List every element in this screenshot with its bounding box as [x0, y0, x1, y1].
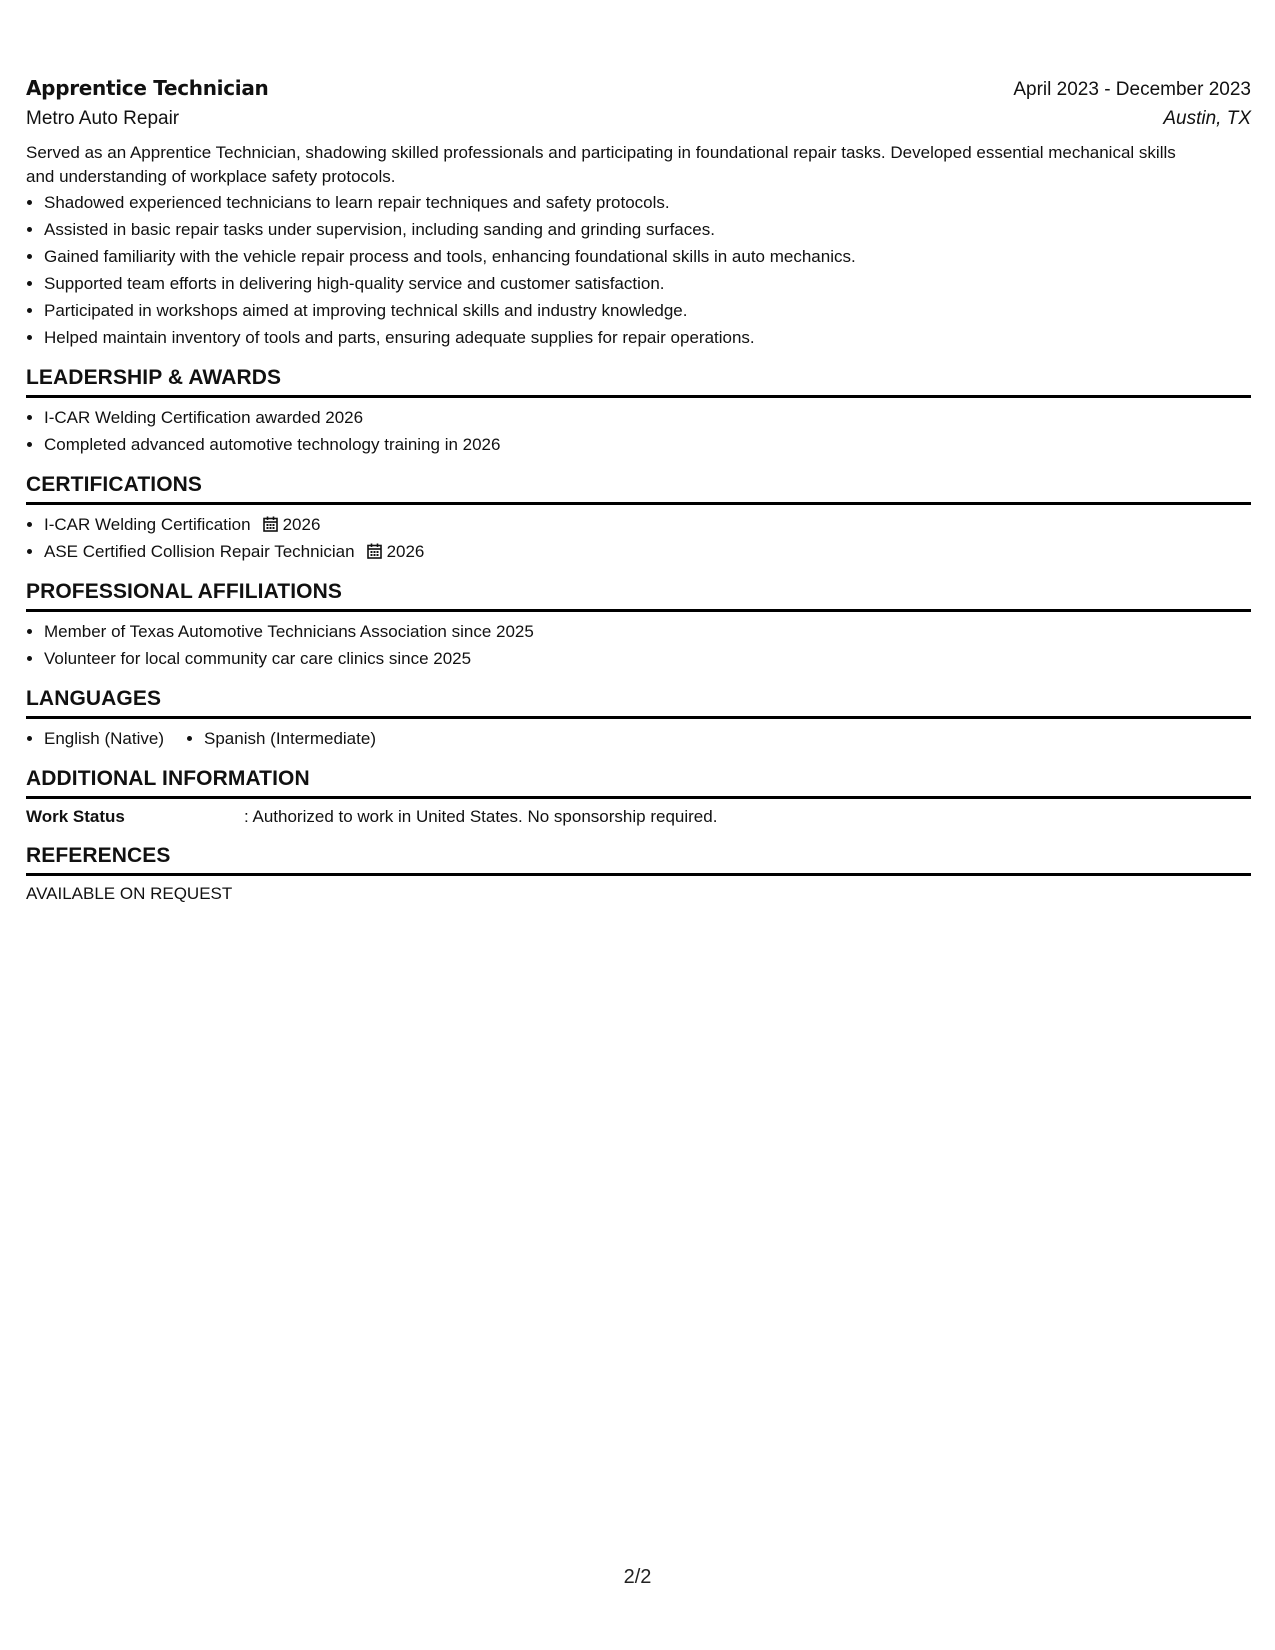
company-name: Metro Auto Repair	[26, 108, 180, 129]
experience-header	[26, 76, 1251, 108]
references-section	[26, 843, 1251, 906]
certification-year: 2026	[386, 542, 425, 561]
section-heading: LEADERSHIP & AWARDS	[26, 365, 1251, 398]
job-title: Apprentice Technician	[26, 76, 269, 100]
list-item: • Volunteer for local community car care clinics since 2025	[44, 645, 1251, 672]
experience-subheader	[26, 108, 1251, 138]
resume-page	[26, 76, 1251, 906]
affiliations-list	[26, 618, 1251, 672]
leadership-list	[26, 404, 1251, 458]
list-item: • Helped maintain inventory of tools and parts, ensuring adequate supplies for repair operations.	[44, 324, 1251, 351]
certification-name: I-CAR Welding Certification	[44, 515, 251, 534]
list-item: • Supported team efforts in delivering high-quality service and customer satisfaction.	[44, 270, 1251, 297]
list-item: • English (Native)	[44, 725, 164, 752]
section-heading: PROFESSIONAL AFFILIATIONS	[26, 579, 1251, 612]
leadership-section	[26, 365, 1251, 458]
list-item: • Gained familiarity with the vehicle repair process and tools, enhancing foundational skills in auto mechanics.	[44, 243, 1251, 270]
work-status-label: Work Status	[26, 807, 125, 826]
section-heading: REFERENCES	[26, 843, 1251, 876]
section-heading: ADDITIONAL INFORMATION	[26, 766, 1251, 799]
languages-section	[26, 686, 1251, 752]
work-status-row	[26, 805, 1251, 829]
affiliations-section	[26, 579, 1251, 672]
list-item: • Participated in workshops aimed at improving technical skills and industry knowledge.	[44, 297, 1251, 324]
list-item	[44, 538, 1251, 565]
work-status-value: : Authorized to work in United States. No sponsorship required.	[244, 807, 718, 826]
section-heading: LANGUAGES	[26, 686, 1251, 719]
certification-name: ASE Certified Collision Repair Technician	[44, 542, 355, 561]
job-location: Austin, TX	[1163, 108, 1251, 129]
job-summary: Served as an Apprentice Technician, shadowing skilled professionals and participating in foundational repair tasks. Developed essential mechanical skills and understanding of workplace safety protocols.	[26, 143, 1176, 186]
list-item: • Spanish (Intermediate)	[204, 725, 376, 752]
list-item: • I-CAR Welding Certification awarded 2026	[44, 404, 1251, 431]
calendar-icon	[367, 543, 382, 559]
certifications-list	[26, 511, 1251, 565]
section-heading: CERTIFICATIONS	[26, 472, 1251, 505]
list-item: • Shadowed experienced technicians to learn repair techniques and safety protocols.	[44, 189, 1251, 216]
list-item	[44, 511, 1251, 538]
list-item: • Member of Texas Automotive Technicians Association since 2025	[44, 618, 1251, 645]
list-item: • Assisted in basic repair tasks under supervision, including sanding and grinding surfaces.	[44, 216, 1251, 243]
job-bullet-list	[26, 189, 1251, 351]
calendar-icon	[263, 516, 278, 532]
references-text: AVAILABLE ON REQUEST	[26, 884, 233, 903]
additional-info-section	[26, 766, 1251, 829]
list-item: • Completed advanced automotive technology training in 2026	[44, 431, 1251, 458]
languages-list	[26, 725, 1251, 752]
job-dates: April 2023 - December 2023	[1013, 79, 1251, 100]
certifications-section	[26, 472, 1251, 565]
certification-year: 2026	[282, 515, 321, 534]
page-number: 2/2	[623, 1566, 652, 1588]
